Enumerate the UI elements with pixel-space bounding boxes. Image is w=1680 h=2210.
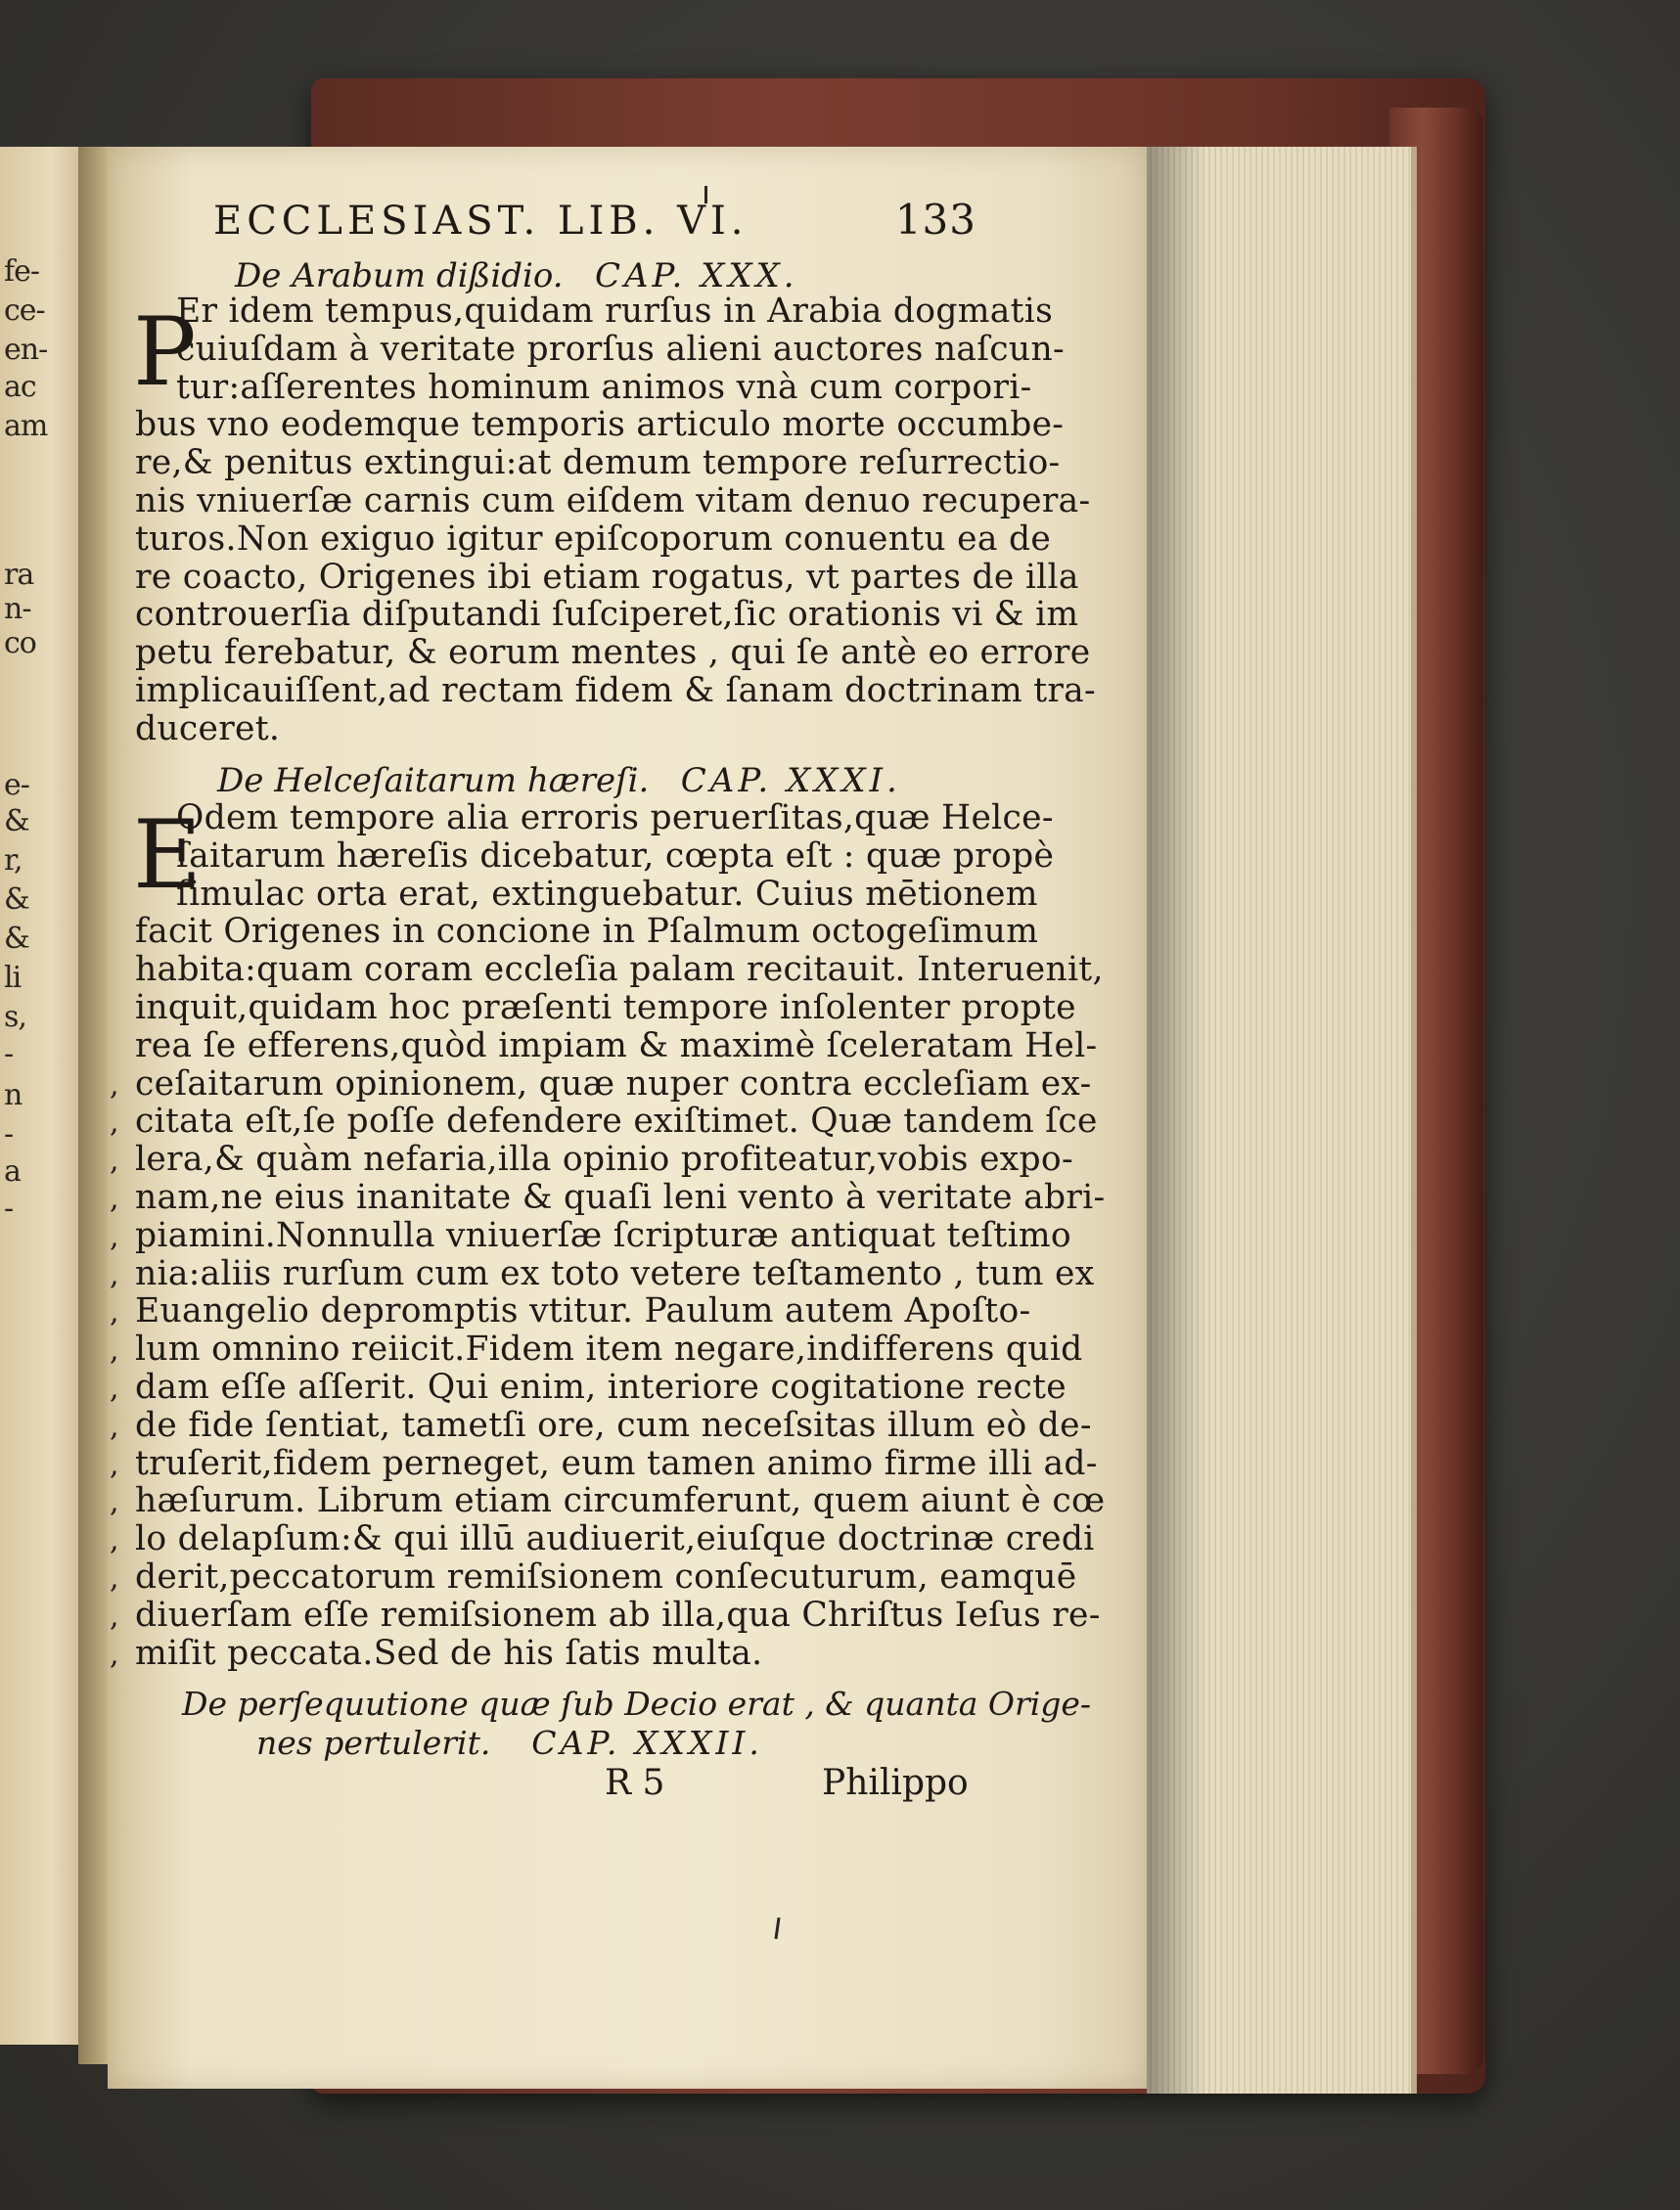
chapter-31-text-line: ſimulac orta erat, extinguebatur. Cuius mētionem	[176, 874, 1038, 914]
left-page-fragment: n-	[4, 592, 31, 626]
chapter-30-text-line: turos.Non exiguo igitur epiſcoporum conuentu ea de	[135, 519, 1052, 559]
quote-mark: ,	[110, 1561, 119, 1596]
left-page-fragment: e-	[4, 768, 29, 802]
chapter-31-text-line: hæſurum. Librum etiam circumferunt, quem aiunt è cœ	[135, 1481, 1106, 1521]
chapter-31-text-line: diuerſam eſſe remiſsionem ab illa,qua Chriſtus Ieſus re-	[135, 1595, 1101, 1635]
chapter-32-heading-line2	[256, 1724, 763, 1762]
chapter-32-heading-line1: De perſequutione quæ ſub Decio erat , & quanta Orige-	[182, 1685, 1092, 1723]
chapter-31-text-line: lo delapſum:& qui illū audiuerit,eiuſque doctrinæ credi	[135, 1519, 1095, 1559]
chapter-30-text-line: nis vniuerſæ carnis cum eiſdem vitam denuo recupera-	[135, 481, 1091, 520]
chapter-31-text-line: Odem tempore alia erroris peruerſitas,quæ Helce-	[176, 798, 1054, 837]
quote-mark: ,	[110, 1295, 119, 1331]
chapter-31-text-line: derit,peccatorum remiſsionem conſecuturum, eamquē	[135, 1557, 1077, 1597]
chapter-30-text-line: cuiuſdam à veritate prorſus alieni auctores naſcun-	[176, 329, 1065, 369]
quote-mark: ,	[110, 1447, 119, 1482]
chapter-31-text-line: truſerit,fidem perneget, eum tamen animo firme illi ad-	[135, 1443, 1098, 1483]
chapter-30-title: De Arabum dißidio.	[235, 256, 564, 295]
chapter-31-text-line: ſaitarum hæreſis dicebatur, cœpta eſt : quæ propè	[176, 835, 1055, 876]
chapter-30-text-line: petu ferebatur, & eorum mentes , qui ſe antè eo errore	[135, 633, 1091, 673]
chapter-31-text-line: inquit,quidam hoc præſenti tempore inſolenter propte	[135, 988, 1076, 1027]
left-page-fragment: &	[4, 922, 29, 956]
quote-mark: ,	[110, 1523, 119, 1558]
left-page-fragment: &	[4, 882, 29, 917]
chapter-31-title: De Helceſaitarum hæreſi.	[217, 761, 650, 800]
chapter-31-text-line: piamini.Nonnulla vniuerſæ ſcripturæ antiquat teſtimo	[135, 1215, 1072, 1255]
quote-mark: ,	[110, 1409, 119, 1444]
chapter-31-text-line: rea ſe efferens,quòd impiam & maximè ſceleratam Hel-	[135, 1025, 1098, 1065]
left-page-fragment: r,	[4, 843, 23, 878]
quote-mark: ,	[110, 1372, 119, 1406]
chapter-31-text-line: habita:quam coram eccleſia palam recitauit. Interuenit,	[135, 950, 1104, 990]
quote-mark: ,	[110, 1067, 119, 1103]
chapter-31-text-line: miſit peccata.Sed de his ſatis multa.	[135, 1633, 763, 1673]
left-page-fragment: &	[4, 804, 29, 838]
chapter-30-text-line: re,& penitus extingui:at demum tempore reſurrectio-	[135, 443, 1061, 483]
quote-mark: ,	[110, 1333, 119, 1369]
chapter-31-text-line: lera,& quàm nefaria,illa opinio profiteatur,vobis expo-	[135, 1140, 1073, 1180]
chapter-31-text-line: citata eſt,ſe poſſe defendere exiſtimet. Quæ tandem ſce	[135, 1102, 1098, 1142]
left-page-fragment: fe-	[4, 254, 39, 289]
chapter-31-text-line: de fide ſentiat, tametſi ore, cum neceſsitas illum eò de-	[135, 1405, 1092, 1445]
chapter-30-text-line: re coacto, Origenes ibi etiam rogatus, vt partes de illa	[135, 557, 1079, 597]
catchword: Philippo	[822, 1763, 969, 1803]
chapter-30-text-line: controuerſia diſputandi ſuſciperet,ſic orationis vi & im	[135, 595, 1079, 635]
chapter-31-text-line: facit Origenes in concione in Pſalmum octogeſimum	[135, 912, 1039, 952]
chapter-30-text-line: bus vno eodemque temporis articulo morte occumbe-	[135, 405, 1065, 445]
left-page-fragment: en-	[4, 333, 48, 367]
quote-mark: ,	[110, 1257, 119, 1292]
chapter-31-heading	[217, 761, 901, 800]
left-page-fragment: a	[4, 1154, 21, 1189]
left-page-fragment: -	[4, 1192, 14, 1226]
quote-mark: ,	[110, 1637, 119, 1672]
left-page-fragment: -	[4, 1117, 14, 1151]
chapter-30-text-line: implicauiſſent,ad rectam fidem & ſanam doctrinam tra-	[135, 671, 1097, 710]
chapter-31-text-line: ceſaitarum opinionem, quæ nuper contra eccleſiam ex-	[135, 1063, 1092, 1104]
chapter-31-text-line: Euangelio depromptis vtitur. Paulum autem Apoſto-	[135, 1291, 1031, 1331]
left-page-fragment: co	[4, 626, 36, 660]
left-page-fragment: s,	[4, 1000, 26, 1034]
chapter-30-heading	[235, 256, 798, 295]
chapter-32-title: nes pertulerit.	[256, 1724, 491, 1762]
left-page-fragment: -	[4, 1037, 14, 1071]
left-page-fragment: ra	[4, 558, 34, 592]
chapter-31-text-line: nam,ne eius inanitate & quaſi leni vento à veritate abri-	[135, 1178, 1106, 1217]
drop-cap-p: P	[133, 297, 197, 407]
chapter-31-text-line: dam eſſe aſſerit. Qui enim, interiore cogitatione recte	[135, 1368, 1067, 1407]
drop-cap-e: E	[133, 800, 203, 910]
chapter-30-text-line: tur:aſſerentes hominum animos vnà cum corpori-	[176, 367, 1032, 407]
quote-mark: ,	[110, 1219, 119, 1254]
running-header	[213, 196, 976, 244]
page-block-shadow	[1147, 147, 1205, 2094]
chapter-30-text-line: duceret.	[135, 708, 281, 748]
signature-mark: R 5	[605, 1763, 665, 1803]
chapter-30-number: CAP. XXX.	[594, 256, 798, 295]
quote-mark: ,	[110, 1144, 119, 1179]
chapter-30-text-line: Er idem tempus,quidam rurſus in Arabia dogmatis	[176, 292, 1054, 331]
quote-mark: ,	[110, 1182, 119, 1216]
chapter-31-number: CAP. XXXI.	[680, 761, 901, 800]
quote-mark: ,	[110, 1105, 119, 1141]
left-page-fragment: ce-	[4, 293, 45, 328]
chapter-32-number: CAP. XXXII.	[531, 1724, 763, 1762]
left-page-fragment: li	[4, 961, 22, 995]
quote-mark: ,	[110, 1485, 119, 1520]
chapter-31-text-line: nia:aliis rurſum cum ex toto vetere teſtamento , tum ex	[135, 1253, 1095, 1293]
left-page-fragment: ac	[4, 370, 36, 404]
quote-mark: ,	[110, 1599, 119, 1634]
left-page-fragment: n	[4, 1078, 23, 1112]
chapter-31-text-line: lum omnino reiicit.Fidem item negare,indifferens quid	[135, 1330, 1083, 1370]
page-number: 133	[894, 196, 976, 244]
left-page-fragment: am	[4, 409, 48, 443]
running-title: ECCLESIAST. LIB. VI.	[213, 199, 749, 244]
